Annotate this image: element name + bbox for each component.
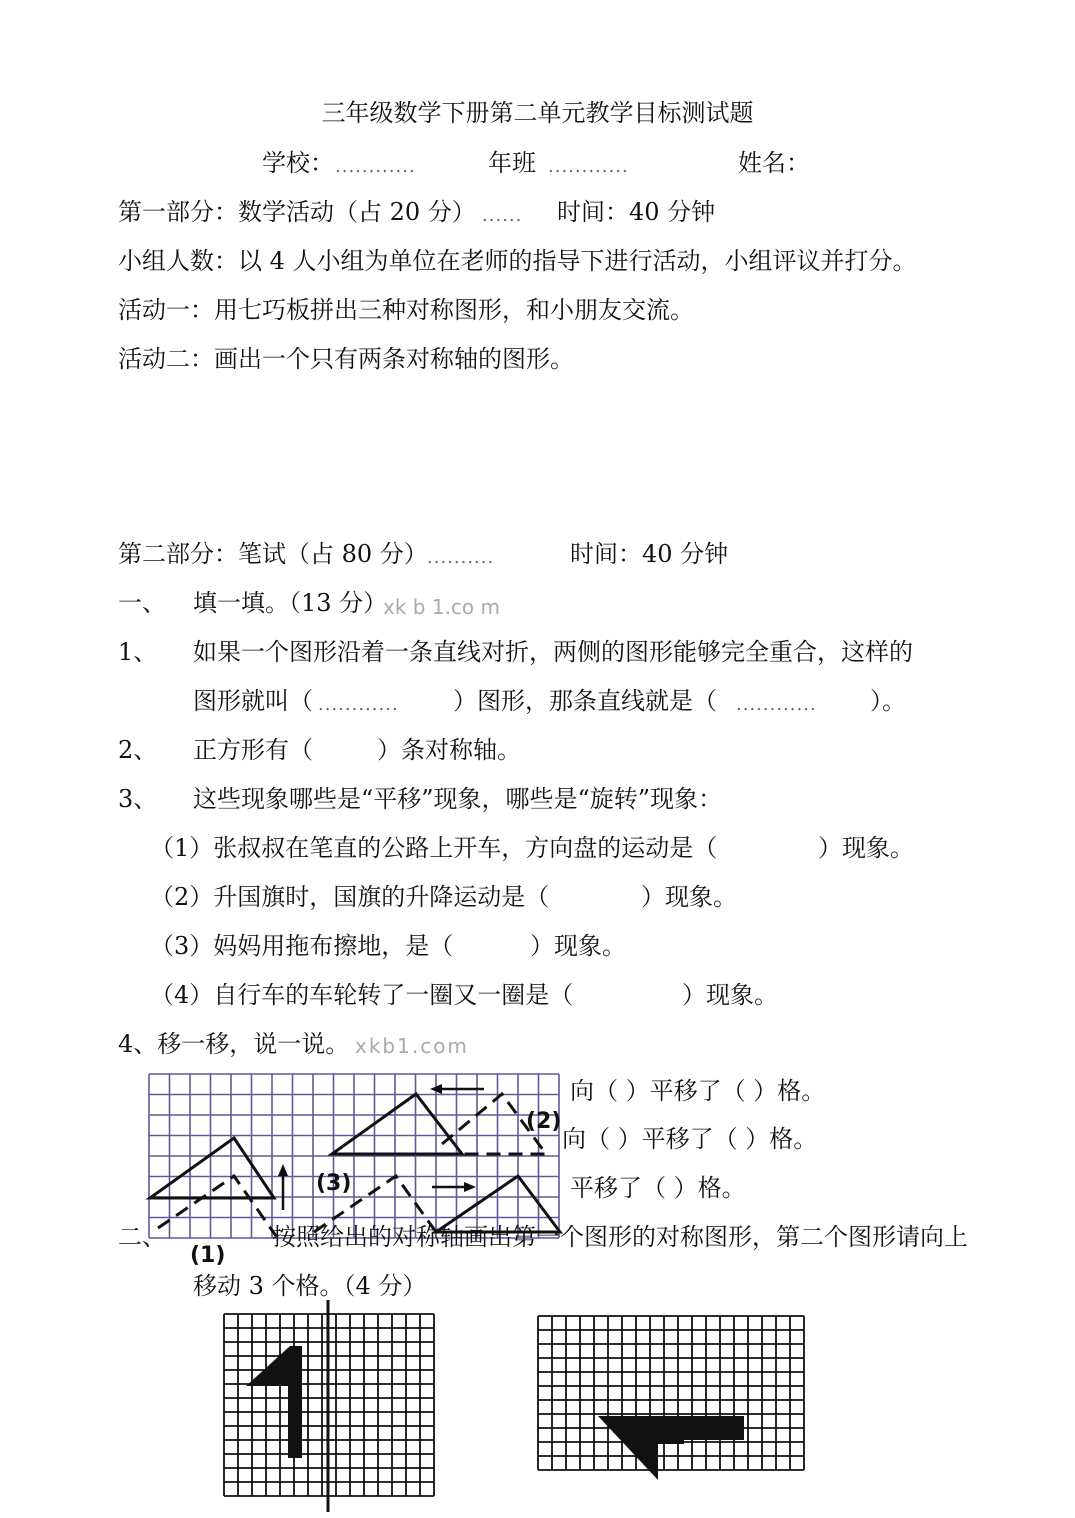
q3-3a: （3）妈妈用拖布擦地，是（ — [150, 932, 454, 960]
part2-heading: 第二部分：笔试（占 80 分） — [118, 540, 428, 568]
page-title: 三年级数学下册第二单元教学目标测试题 — [321, 99, 754, 127]
part2-time: 时间：40 分钟 — [570, 540, 729, 568]
part2-dots: .......... — [427, 547, 495, 568]
section1-title: 填一填。（13 分） — [193, 589, 388, 617]
section2-line1 — [272, 1222, 968, 1252]
class-blank: ............ — [548, 156, 629, 177]
q3-2b: ）现象。 — [641, 883, 737, 911]
section2-number: 二、 — [118, 1223, 166, 1251]
q2-a: 正方形有（ — [193, 736, 313, 764]
school-blank: ............ — [335, 156, 416, 177]
q1-line2c: ）。 — [870, 687, 906, 715]
q3-number: 3、 — [118, 785, 158, 813]
section2-line1-text: 按照给出的对称轴画出第一个图形的对称图形，第二个图形请向上 — [272, 1223, 968, 1251]
q3-4b: ）现象。 — [682, 981, 778, 1009]
q1-blank2: ............ — [736, 694, 817, 715]
section2-line2: 移动 3 个格。（4 分） — [193, 1272, 427, 1300]
part1-dots: ...... — [482, 205, 523, 226]
label-3: (3) — [316, 1171, 352, 1196]
class-label: 年班 — [488, 149, 536, 177]
activity-1: 活动一：用七巧板拼出三种对称图形，和小朋友交流。 — [118, 296, 694, 324]
move-up-grid — [536, 1314, 808, 1484]
q4-answer-3: 平移了（ ）格。 — [570, 1174, 746, 1202]
q2-b: ）条对称轴。 — [377, 736, 521, 764]
q4-title: 4、移一移，说一说。 — [118, 1030, 350, 1058]
triangle-2-solid — [332, 1094, 462, 1154]
q2-number: 2、 — [118, 736, 158, 764]
label-2: (2) — [526, 1109, 562, 1134]
q1-number: 1、 — [118, 638, 158, 666]
arrow-up-head — [278, 1164, 288, 1176]
triangle-1-solid — [150, 1138, 274, 1198]
q1-line2a: 图形就叫（ — [193, 687, 313, 715]
watermark-1: xk b 1.co m — [383, 595, 500, 619]
label-1: (1) — [190, 1243, 226, 1268]
name-label: 姓名： — [738, 149, 810, 177]
q1-line2b: ）图形，那条直线就是（ — [453, 687, 717, 715]
symmetry-axis — [320, 1300, 336, 1512]
q3-1a: （1）张叔叔在笔直的公路上开车，方向盘的运动是（ — [150, 834, 718, 862]
q4-answer-2: 向（ ）平移了（ ）格。 — [562, 1125, 818, 1153]
q1-line1: 如果一个图形沿着一条直线对折，两侧的图形能够完全重合，这样的 — [193, 638, 913, 666]
activity-2: 活动二：画出一个只有两条对称轴的图形。 — [118, 345, 574, 373]
q4-answer-1: 向（ ）平移了（ ）格。 — [570, 1077, 826, 1105]
triangle-1-dashed — [158, 1176, 276, 1236]
watermark-2: xkb1.com — [355, 1034, 469, 1058]
part1-heading: 第一部分：数学活动（占 20 分） — [118, 198, 476, 226]
symmetry-shape — [246, 1346, 302, 1458]
q3-1b: ）现象。 — [818, 834, 914, 862]
school-label: 学校： — [262, 149, 334, 177]
q1-blank1: ............ — [318, 694, 399, 715]
section1-number: 一、 — [118, 589, 166, 617]
part1-time: 时间：40 分钟 — [557, 198, 716, 226]
part1-group: 小组人数：以 4 人小组为单位在老师的指导下进行活动，小组评议并打分。 — [118, 247, 917, 275]
q3-4a: （4）自行车的车轮转了一圈又一圈是（ — [150, 981, 574, 1009]
q3-text: 这些现象哪些是“平移”现象，哪些是“旋转”现象： — [193, 785, 723, 813]
q3-3b: ）现象。 — [530, 932, 626, 960]
arrow-right-head — [464, 1182, 476, 1192]
q3-2a: （2）升国旗时，国旗的升降运动是（ — [150, 883, 550, 911]
